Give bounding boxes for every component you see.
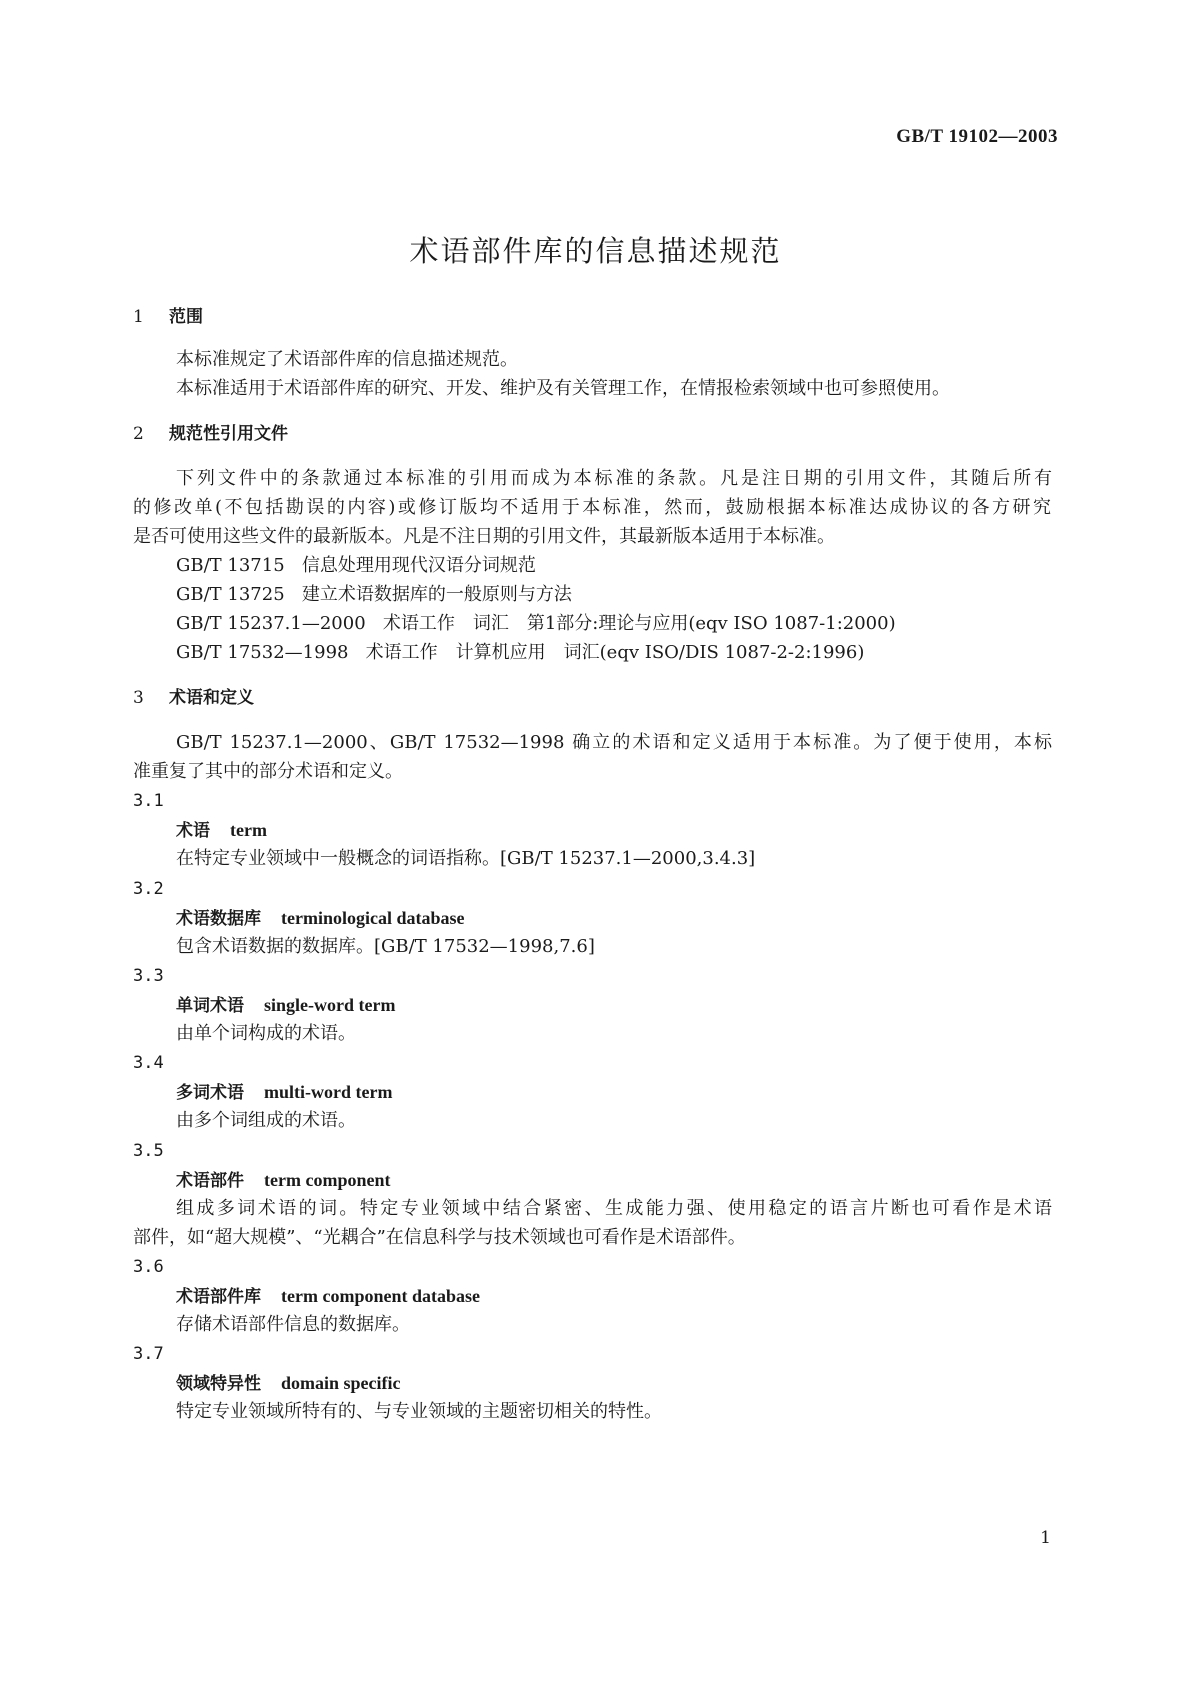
term-definition: 特定专业领域所特有的、与专业领域的主题密切相关的特性。: [176, 1401, 662, 1422]
term-en: multi-word term: [264, 1082, 393, 1102]
reference-item: [176, 583, 572, 607]
term-number: 3.6: [133, 1257, 164, 1277]
term-definition: 部件，如“超大规模”、“光耦合”在信息科学与技术领域也可看作是术语部件。: [133, 1227, 746, 1248]
reference-title: 信息处理用现代汉语分词规范: [301, 555, 536, 576]
term-entry: [176, 1284, 480, 1309]
section-heading-scope: [133, 305, 203, 329]
paragraph-line: 下列文件中的条款通过本标准的引用而成为本标准的条款。凡是注日期的引用文件，其随后所有: [176, 468, 1052, 489]
term-en: term component: [264, 1170, 391, 1190]
term-number: 3.2: [133, 879, 164, 899]
term-entry: [176, 1080, 392, 1105]
reference-code: GB/T 15237.1—2000: [176, 613, 366, 634]
section-heading-normative-references: [133, 422, 288, 446]
term-zh: 术语: [176, 821, 210, 841]
term-entry: [176, 906, 464, 931]
page-number: 1: [1040, 1528, 1051, 1548]
term-en: terminological database: [281, 908, 465, 928]
term-zh: 术语部件: [176, 1171, 244, 1191]
paragraph-line: GB/T 15237.1—2000、GB/T 17532—1998 确立的术语和定义适用于本标准。为了便于使用，本标: [176, 732, 1052, 753]
term-en: term: [230, 820, 267, 840]
reference-title: 术语工作 词汇 第1部分:理论与应用(eqv ISO 1087-1:2000): [382, 613, 896, 634]
term-en: domain specific: [281, 1373, 401, 1393]
section-title: 范围: [169, 307, 203, 327]
term-zh: 单词术语: [176, 996, 244, 1016]
term-entry: [176, 1371, 401, 1396]
reference-item: [176, 554, 536, 578]
term-zh: 领域特异性: [176, 1374, 261, 1394]
term-number: 3.4: [133, 1053, 164, 1073]
term-number: 3.3: [133, 966, 164, 986]
reference-title: 术语工作 计算机应用 词汇(eqv ISO/DIS 1087-2-2:1996): [365, 642, 865, 663]
section-heading-terms-and-definitions: [133, 686, 254, 710]
paragraph-line: 准重复了其中的部分术语和定义。: [133, 761, 403, 782]
term-zh: 术语数据库: [176, 909, 261, 929]
reference-code: GB/T 13725: [176, 584, 285, 605]
term-definition: 由多个词组成的术语。: [176, 1110, 356, 1131]
reference-code: GB/T 17532—1998: [176, 642, 349, 663]
term-zh: 术语部件库: [176, 1287, 261, 1307]
paragraph: 本标准适用于术语部件库的研究、开发、维护及有关管理工作，在情报检索领域中也可参照使用。: [176, 378, 950, 399]
term-zh: 多词术语: [176, 1083, 244, 1103]
term-entry: [176, 993, 395, 1018]
term-number: 3.5: [133, 1141, 164, 1161]
reference-item: [176, 641, 864, 665]
section-number: 1: [133, 307, 144, 327]
section-title: 术语和定义: [169, 688, 254, 708]
term-definition: 在特定专业领域中一般概念的词语指称。[GB/T 15237.1—2000,3.4.3]: [176, 848, 756, 869]
reference-title: 建立术语数据库的一般原则与方法: [301, 584, 572, 605]
term-definition: 组成多词术语的词。特定专业领域中结合紧密、生成能力强、使用稳定的语言片断也可看作是术语: [176, 1198, 1052, 1219]
standard-code: GB/T 19102—2003: [896, 126, 1058, 147]
term-number: 3.7: [133, 1344, 164, 1364]
term-definition: 由单个词构成的术语。: [176, 1023, 356, 1044]
reference-code: GB/T 13715: [176, 555, 285, 576]
section-title: 规范性引用文件: [169, 424, 288, 444]
term-en: term component database: [281, 1286, 480, 1306]
paragraph: 本标准规定了术语部件库的信息描述规范。: [176, 349, 518, 370]
reference-item: [176, 612, 896, 636]
term-entry: [176, 818, 267, 843]
paragraph-line: 是否可使用这些文件的最新版本。凡是不注日期的引用文件，其最新版本适用于本标准。: [133, 526, 835, 547]
term-definition: 存储术语部件信息的数据库。: [176, 1314, 410, 1335]
section-number: 3: [133, 688, 144, 708]
term-en: single-word term: [264, 995, 396, 1015]
paragraph-line: 的修改单(不包括勘误的内容)或修订版均不适用于本标准，然而，鼓励根据本标准达成协议的各方研究: [133, 497, 1051, 518]
term-entry: [176, 1168, 390, 1193]
section-number: 2: [133, 424, 144, 444]
term-definition: 包含术语数据的数据库。[GB/T 17532—1998,7.6]: [176, 936, 595, 957]
term-number: 3.1: [133, 791, 164, 811]
document-title: 术语部件库的信息描述规范: [409, 234, 782, 268]
